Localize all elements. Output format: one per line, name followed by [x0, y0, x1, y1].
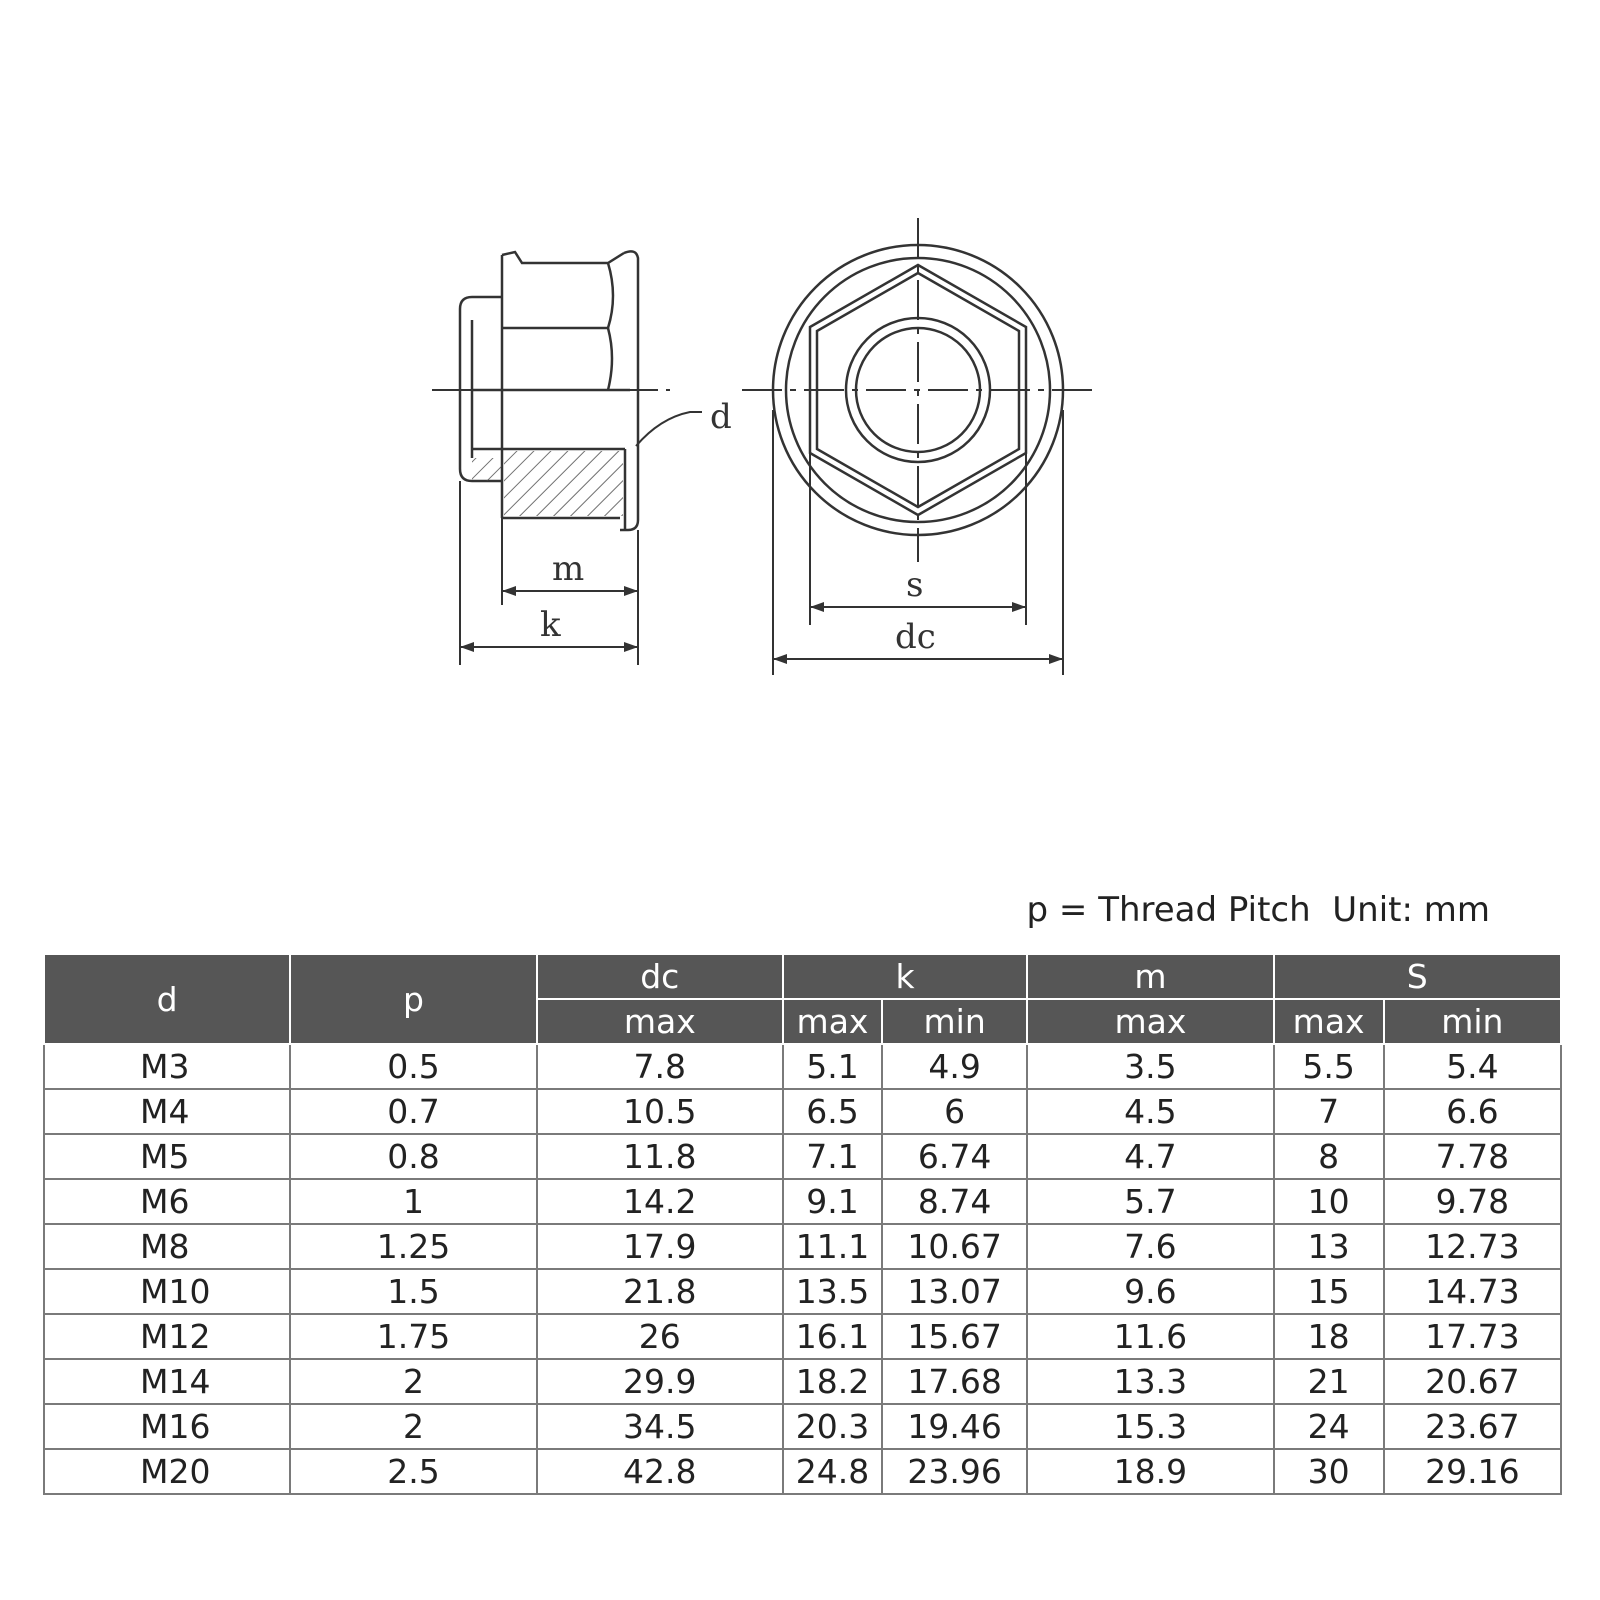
table-cell: 14.73 — [1384, 1269, 1561, 1314]
subheader-k-max: max — [783, 999, 882, 1044]
table-cell: M8 — [44, 1224, 290, 1269]
table-cell: 7.8 — [537, 1044, 783, 1089]
table-cell: 3.5 — [1027, 1044, 1273, 1089]
table-cell: 15 — [1274, 1269, 1384, 1314]
table-body — [44, 1044, 1561, 1494]
table-cell: 21.8 — [537, 1269, 783, 1314]
table-cell: 14.2 — [537, 1179, 783, 1224]
label-m: m — [552, 549, 585, 589]
table-cell: 18.2 — [783, 1359, 882, 1404]
table-cell: 30 — [1274, 1449, 1384, 1494]
table-cell: 42.8 — [537, 1449, 783, 1494]
table-cell: 13 — [1274, 1224, 1384, 1269]
header-dc: dc — [537, 954, 783, 999]
header-d: d — [44, 954, 290, 1044]
subheader-s-max: max — [1274, 999, 1384, 1044]
table-cell: 2.5 — [290, 1449, 536, 1494]
table-cell: 4.9 — [882, 1044, 1027, 1089]
table-cell: 26 — [537, 1314, 783, 1359]
subheader-dc-max: max — [537, 999, 783, 1044]
table-cell: 0.5 — [290, 1044, 536, 1089]
table-cell: 4.7 — [1027, 1134, 1273, 1179]
table-cell: M3 — [44, 1044, 290, 1089]
header-k: k — [783, 954, 1027, 999]
table-cell: 17.9 — [537, 1224, 783, 1269]
table-cell: 9.1 — [783, 1179, 882, 1224]
table-cell: 13.07 — [882, 1269, 1027, 1314]
units-note: p = Thread Pitch Unit: mm — [1026, 890, 1490, 930]
table-cell: 21 — [1274, 1359, 1384, 1404]
table-cell: 9.6 — [1027, 1269, 1273, 1314]
table-cell: 11.6 — [1027, 1314, 1273, 1359]
subheader-k-min: min — [882, 999, 1027, 1044]
table-row — [44, 1134, 1561, 1179]
header-p: p — [290, 954, 536, 1044]
table-row — [44, 1314, 1561, 1359]
table-row — [44, 1449, 1561, 1494]
table-cell: 24 — [1274, 1404, 1384, 1449]
table-cell: 10.67 — [882, 1224, 1027, 1269]
table-row — [44, 1179, 1561, 1224]
table-cell: 6 — [882, 1089, 1027, 1134]
table-cell: 7.6 — [1027, 1224, 1273, 1269]
table-cell: 17.73 — [1384, 1314, 1561, 1359]
table-cell: 8 — [1274, 1134, 1384, 1179]
table-cell: 13.5 — [783, 1269, 882, 1314]
table-cell: 11.8 — [537, 1134, 783, 1179]
table-cell: 29.16 — [1384, 1449, 1561, 1494]
table-cell: 13.3 — [1027, 1359, 1273, 1404]
table-cell: 1 — [290, 1179, 536, 1224]
table-cell: 9.78 — [1384, 1179, 1561, 1224]
table-cell: 2 — [290, 1404, 536, 1449]
table-cell: 18 — [1274, 1314, 1384, 1359]
table-cell: 7.78 — [1384, 1134, 1561, 1179]
table-cell: M16 — [44, 1404, 290, 1449]
table-cell: 10.5 — [537, 1089, 783, 1134]
table-cell: 15.3 — [1027, 1404, 1273, 1449]
table-cell: M10 — [44, 1269, 290, 1314]
table-cell: 5.1 — [783, 1044, 882, 1089]
table-cell: 0.7 — [290, 1089, 536, 1134]
header-m: m — [1027, 954, 1273, 999]
table-cell: 5.7 — [1027, 1179, 1273, 1224]
table-cell: 8.74 — [882, 1179, 1027, 1224]
dimension-table — [43, 953, 1562, 1495]
table-row — [44, 1224, 1561, 1269]
table-cell: 20.67 — [1384, 1359, 1561, 1404]
table-cell: 20.3 — [783, 1404, 882, 1449]
table-row — [44, 1359, 1561, 1404]
thread-section-hatch — [504, 451, 623, 516]
table-cell: M5 — [44, 1134, 290, 1179]
table-cell: 0.8 — [290, 1134, 536, 1179]
table-cell: 1.75 — [290, 1314, 536, 1359]
table-cell: 17.68 — [882, 1359, 1027, 1404]
table-cell: 1.5 — [290, 1269, 536, 1314]
header-s: S — [1274, 954, 1561, 999]
table-cell: 15.67 — [882, 1314, 1027, 1359]
front-centerlines — [742, 218, 1092, 562]
table-cell: 23.96 — [882, 1449, 1027, 1494]
table-cell: 6.5 — [783, 1089, 882, 1134]
table-cell: 12.73 — [1384, 1224, 1561, 1269]
table-cell: 4.5 — [1027, 1089, 1273, 1134]
label-s: s — [906, 565, 924, 605]
table-cell: 5.5 — [1274, 1044, 1384, 1089]
table-cell: 11.1 — [783, 1224, 882, 1269]
table-cell: 7 — [1274, 1089, 1384, 1134]
subheader-m-max: max — [1027, 999, 1273, 1044]
table-cell: 16.1 — [783, 1314, 882, 1359]
table-cell: 23.67 — [1384, 1404, 1561, 1449]
table-cell: 5.4 — [1384, 1044, 1561, 1089]
table-row — [44, 1089, 1561, 1134]
table-cell: 6.6 — [1384, 1089, 1561, 1134]
table-cell: M4 — [44, 1089, 290, 1134]
label-k: k — [540, 605, 561, 645]
label-dc: dc — [895, 617, 936, 657]
table-cell: 29.9 — [537, 1359, 783, 1404]
table-cell: M6 — [44, 1179, 290, 1224]
table-cell: 6.74 — [882, 1134, 1027, 1179]
d-leader-line — [636, 412, 702, 446]
header-row — [44, 954, 1561, 999]
table-cell: 10 — [1274, 1179, 1384, 1224]
table-cell: 18.9 — [1027, 1449, 1273, 1494]
table-cell: 24.8 — [783, 1449, 882, 1494]
subheader-s-min: min — [1384, 999, 1561, 1044]
table-cell: M14 — [44, 1359, 290, 1404]
table-cell: 19.46 — [882, 1404, 1027, 1449]
table-cell: 1.25 — [290, 1224, 536, 1269]
nut-technical-drawing — [0, 0, 1600, 720]
table-row — [44, 1269, 1561, 1314]
table-cell: 7.1 — [783, 1134, 882, 1179]
table-cell: 2 — [290, 1359, 536, 1404]
table-row — [44, 1044, 1561, 1089]
label-d: d — [710, 397, 732, 437]
table-cell: 34.5 — [537, 1404, 783, 1449]
table-cell: M12 — [44, 1314, 290, 1359]
table-row — [44, 1404, 1561, 1449]
table-cell: M20 — [44, 1449, 290, 1494]
